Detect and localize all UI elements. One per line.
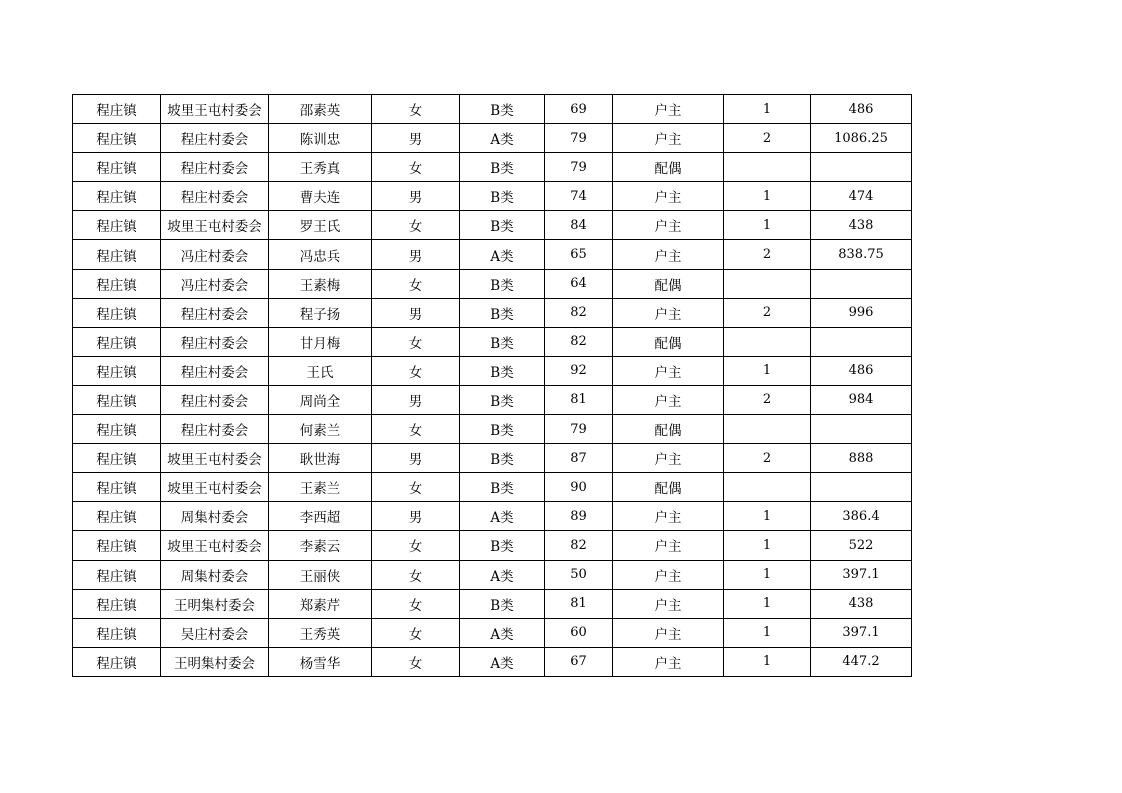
age-cell[interactable]: 82 [545,298,613,327]
age-cell[interactable]: 79 [545,415,613,444]
village-committee-cell[interactable]: 坡里王屯村委会 [161,473,269,502]
age-cell[interactable]: 79 [545,153,613,182]
town-cell[interactable]: 程庄镇 [73,502,161,531]
age-cell[interactable]: 82 [545,327,613,356]
amount-cell[interactable]: 486 [811,356,912,385]
category-cell[interactable]: B类 [460,385,545,414]
town-cell[interactable]: 程庄镇 [73,327,161,356]
name-cell[interactable]: 邵素英 [269,95,372,124]
town-cell[interactable]: 程庄镇 [73,560,161,589]
name-cell[interactable]: 李素云 [269,531,372,560]
household-size-cell[interactable]: 1 [724,589,811,618]
amount-cell[interactable]: 838.75 [811,240,912,269]
village-committee-cell[interactable]: 坡里王屯村委会 [161,531,269,560]
household-size-cell[interactable]: 1 [724,502,811,531]
gender-cell[interactable]: 男 [372,385,460,414]
household-size-cell[interactable] [724,473,811,502]
age-cell[interactable]: 89 [545,502,613,531]
category-cell[interactable]: B类 [460,269,545,298]
household-size-cell[interactable]: 2 [724,298,811,327]
household-size-cell[interactable]: 1 [724,95,811,124]
name-cell[interactable]: 程子扬 [269,298,372,327]
age-cell[interactable]: 92 [545,356,613,385]
name-cell[interactable]: 郑素芹 [269,589,372,618]
town-cell[interactable]: 程庄镇 [73,473,161,502]
amount-cell[interactable]: 888 [811,444,912,473]
gender-cell[interactable]: 女 [372,211,460,240]
household-size-cell[interactable]: 2 [724,124,811,153]
town-cell[interactable]: 程庄镇 [73,531,161,560]
table-row [73,298,912,327]
age-cell[interactable]: 67 [545,647,613,676]
name-cell[interactable]: 王素梅 [269,269,372,298]
category-cell[interactable]: B类 [460,531,545,560]
village-committee-cell[interactable]: 吴庄村委会 [161,618,269,647]
table-row [73,589,912,618]
village-committee-cell[interactable]: 坡里王屯村委会 [161,444,269,473]
category-cell[interactable]: B类 [460,182,545,211]
category-cell[interactable]: B类 [460,589,545,618]
table-row [73,531,912,560]
town-cell[interactable]: 程庄镇 [73,589,161,618]
household-size-cell[interactable]: 2 [724,385,811,414]
town-cell[interactable]: 程庄镇 [73,182,161,211]
town-cell[interactable]: 程庄镇 [73,415,161,444]
gender-cell[interactable]: 男 [372,298,460,327]
table-row [73,182,912,211]
gender-cell[interactable]: 女 [372,327,460,356]
table-row [73,269,912,298]
amount-cell[interactable]: 1086.25 [811,124,912,153]
category-cell[interactable]: B类 [460,211,545,240]
table-row [73,240,912,269]
town-cell[interactable]: 程庄镇 [73,385,161,414]
household-size-cell[interactable] [724,415,811,444]
table-row [73,327,912,356]
household-size-cell[interactable]: 1 [724,647,811,676]
relation-cell[interactable]: 户主 [613,298,724,327]
amount-cell[interactable] [811,269,912,298]
gender-cell[interactable]: 女 [372,560,460,589]
relation-cell[interactable]: 户主 [613,95,724,124]
category-cell[interactable]: B类 [460,95,545,124]
village-committee-cell[interactable]: 程庄村委会 [161,385,269,414]
town-cell[interactable]: 程庄镇 [73,647,161,676]
village-committee-cell[interactable]: 程庄村委会 [161,415,269,444]
amount-cell[interactable]: 438 [811,589,912,618]
table-row [73,356,912,385]
age-cell[interactable]: 82 [545,531,613,560]
gender-cell[interactable]: 女 [372,153,460,182]
category-cell[interactable]: A类 [460,502,545,531]
relation-cell[interactable]: 户主 [613,124,724,153]
name-cell[interactable]: 李西超 [269,502,372,531]
table-row [73,153,912,182]
relation-cell[interactable]: 户主 [613,531,724,560]
relation-cell[interactable]: 户主 [613,385,724,414]
name-cell[interactable]: 王素兰 [269,473,372,502]
table-row [73,618,912,647]
relation-cell[interactable]: 配偶 [613,153,724,182]
relation-cell[interactable]: 户主 [613,589,724,618]
village-committee-cell[interactable]: 周集村委会 [161,560,269,589]
age-cell[interactable]: 81 [545,385,613,414]
household-size-cell[interactable]: 1 [724,531,811,560]
gender-cell[interactable]: 女 [372,95,460,124]
amount-cell[interactable] [811,473,912,502]
category-cell[interactable]: B类 [460,356,545,385]
village-committee-cell[interactable]: 程庄村委会 [161,327,269,356]
household-size-cell[interactable] [724,153,811,182]
village-committee-cell[interactable]: 坡里王屯村委会 [161,95,269,124]
relation-cell[interactable]: 户主 [613,618,724,647]
town-cell[interactable]: 程庄镇 [73,356,161,385]
category-cell[interactable]: B类 [460,153,545,182]
name-cell[interactable]: 王秀英 [269,618,372,647]
name-cell[interactable]: 罗王氏 [269,211,372,240]
category-cell[interactable]: B类 [460,327,545,356]
gender-cell[interactable]: 女 [372,531,460,560]
name-cell[interactable]: 何素兰 [269,415,372,444]
town-cell[interactable]: 程庄镇 [73,124,161,153]
village-committee-cell[interactable]: 程庄村委会 [161,124,269,153]
relation-cell[interactable]: 户主 [613,240,724,269]
town-cell[interactable]: 程庄镇 [73,211,161,240]
age-cell[interactable]: 84 [545,211,613,240]
town-cell[interactable]: 程庄镇 [73,269,161,298]
gender-cell[interactable]: 男 [372,240,460,269]
village-committee-cell[interactable]: 冯庄村委会 [161,240,269,269]
amount-cell[interactable]: 386.4 [811,502,912,531]
name-cell[interactable]: 杨雪华 [269,647,372,676]
gender-cell[interactable]: 女 [372,589,460,618]
age-cell[interactable]: 64 [545,269,613,298]
name-cell[interactable]: 王氏 [269,356,372,385]
gender-cell[interactable]: 女 [372,356,460,385]
table-row [73,124,912,153]
town-cell[interactable]: 程庄镇 [73,444,161,473]
town-cell[interactable]: 程庄镇 [73,153,161,182]
amount-cell[interactable]: 996 [811,298,912,327]
amount-cell[interactable]: 438 [811,211,912,240]
name-cell[interactable]: 王丽侠 [269,560,372,589]
amount-cell[interactable]: 984 [811,385,912,414]
category-cell[interactable]: B类 [460,444,545,473]
village-committee-cell[interactable]: 周集村委会 [161,502,269,531]
household-size-cell[interactable]: 1 [724,618,811,647]
name-cell[interactable]: 周尚全 [269,385,372,414]
relation-cell[interactable]: 户主 [613,560,724,589]
category-cell[interactable]: A类 [460,618,545,647]
town-cell[interactable]: 程庄镇 [73,95,161,124]
village-committee-cell[interactable]: 程庄村委会 [161,356,269,385]
household-size-cell[interactable]: 2 [724,444,811,473]
gender-cell[interactable]: 女 [372,647,460,676]
category-cell[interactable]: A类 [460,240,545,269]
age-cell[interactable]: 87 [545,444,613,473]
village-committee-cell[interactable]: 坡里王屯村委会 [161,211,269,240]
table-row [73,415,912,444]
age-cell[interactable]: 50 [545,560,613,589]
table-row [73,444,912,473]
category-cell[interactable]: B类 [460,473,545,502]
name-cell[interactable]: 耿世海 [269,444,372,473]
gender-cell[interactable]: 女 [372,415,460,444]
relation-cell[interactable]: 户主 [613,356,724,385]
household-size-cell[interactable]: 1 [724,560,811,589]
category-cell[interactable]: A类 [460,647,545,676]
table-row [73,211,912,240]
town-cell[interactable]: 程庄镇 [73,298,161,327]
gender-cell[interactable]: 女 [372,618,460,647]
relation-cell[interactable]: 户主 [613,647,724,676]
amount-cell[interactable]: 397.1 [811,618,912,647]
household-size-cell[interactable] [724,327,811,356]
category-cell[interactable]: B类 [460,298,545,327]
village-committee-cell[interactable]: 冯庄村委会 [161,269,269,298]
data-table [72,94,912,677]
age-cell[interactable]: 65 [545,240,613,269]
relation-cell[interactable]: 户主 [613,182,724,211]
category-cell[interactable]: B类 [460,415,545,444]
relation-cell[interactable]: 户主 [613,211,724,240]
age-cell[interactable]: 74 [545,182,613,211]
category-cell[interactable]: A类 [460,560,545,589]
age-cell[interactable]: 69 [545,95,613,124]
amount-cell[interactable]: 474 [811,182,912,211]
village-committee-cell[interactable]: 程庄村委会 [161,298,269,327]
relation-cell[interactable]: 户主 [613,444,724,473]
household-size-cell[interactable]: 1 [724,211,811,240]
gender-cell[interactable]: 男 [372,502,460,531]
table-row [73,502,912,531]
gender-cell[interactable]: 男 [372,182,460,211]
table-row [73,560,912,589]
relation-cell[interactable]: 配偶 [613,327,724,356]
village-committee-cell[interactable]: 王明集村委会 [161,589,269,618]
relation-cell[interactable]: 户主 [613,502,724,531]
age-cell[interactable]: 81 [545,589,613,618]
category-cell[interactable]: A类 [460,124,545,153]
amount-cell[interactable]: 486 [811,95,912,124]
gender-cell[interactable]: 女 [372,269,460,298]
table-body [73,95,912,677]
amount-cell[interactable] [811,153,912,182]
name-cell[interactable]: 冯忠兵 [269,240,372,269]
name-cell[interactable]: 王秀真 [269,153,372,182]
amount-cell[interactable]: 397.1 [811,560,912,589]
gender-cell[interactable]: 男 [372,444,460,473]
name-cell[interactable]: 曹夫连 [269,182,372,211]
household-size-cell[interactable]: 1 [724,356,811,385]
age-cell[interactable]: 90 [545,473,613,502]
household-size-cell[interactable] [724,269,811,298]
amount-cell[interactable]: 447.2 [811,647,912,676]
table-row [73,385,912,414]
amount-cell[interactable] [811,415,912,444]
relation-cell[interactable]: 配偶 [613,269,724,298]
village-committee-cell[interactable]: 程庄村委会 [161,182,269,211]
gender-cell[interactable]: 男 [372,124,460,153]
table-row [73,95,912,124]
table-row [73,473,912,502]
gender-cell[interactable]: 女 [372,473,460,502]
household-size-cell[interactable]: 2 [724,240,811,269]
relation-cell[interactable]: 配偶 [613,415,724,444]
name-cell[interactable]: 甘月梅 [269,327,372,356]
name-cell[interactable]: 陈训忠 [269,124,372,153]
age-cell[interactable]: 79 [545,124,613,153]
household-size-cell[interactable]: 1 [724,182,811,211]
village-committee-cell[interactable]: 王明集村委会 [161,647,269,676]
village-committee-cell[interactable]: 程庄村委会 [161,153,269,182]
relation-cell[interactable]: 配偶 [613,473,724,502]
age-cell[interactable]: 60 [545,618,613,647]
amount-cell[interactable]: 522 [811,531,912,560]
table-row [73,647,912,676]
amount-cell[interactable] [811,327,912,356]
town-cell[interactable]: 程庄镇 [73,240,161,269]
town-cell[interactable]: 程庄镇 [73,618,161,647]
